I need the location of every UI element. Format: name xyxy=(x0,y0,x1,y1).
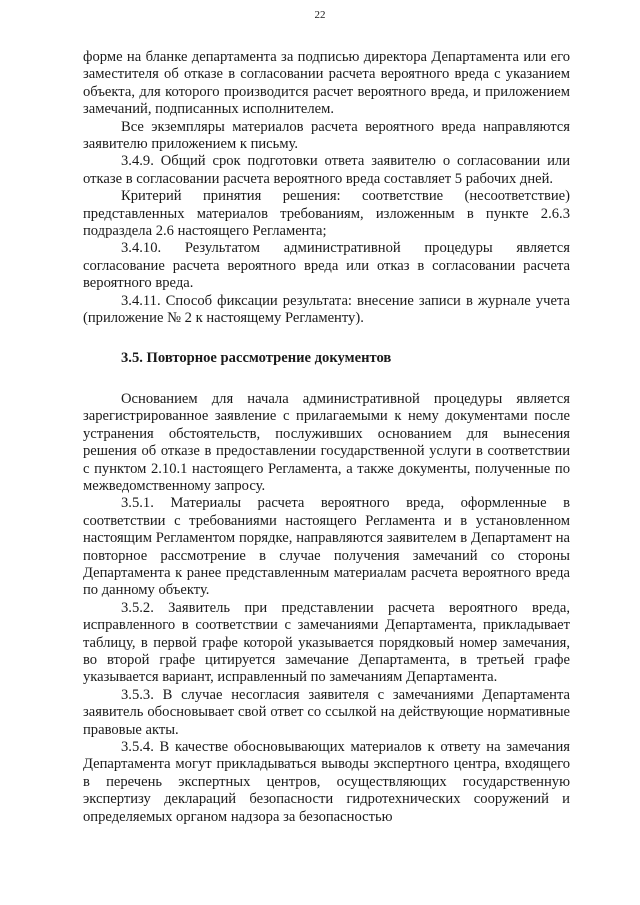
paragraph-3-5-4: 3.5.4. В качестве обосновывающих материалов к ответу на замечания Департамента могут прикладываться выводы экспертного центра, входящего в перечень экспертных центров, осуществляющих государственную экспертизу деклараций безопасности гидротехнических сооружений и определяемых органом надзора за безопасностью xyxy=(83,739,570,825)
paragraph-basis: Основанием для начала административной процедуры является зарегистрированное заявление с прилагаемыми к нему документами после устранения обстоятельств, послуживших основанием для вынесения решения об отказе в предоставлении государственной услуги в соответствии с пунктом 2.10.1 настоящего Регламента, а также документы, полученные по межведомственному запросу. xyxy=(83,390,570,494)
paragraph-copies: Все экземпляры материалов расчета вероятного вреда направляются заявителю приложением к письму. xyxy=(83,118,570,153)
paragraph-3-4-11: 3.4.11. Способ фиксации результата: внесение записи в журнале учета (приложение № 2 к настоящему Регламенту). xyxy=(83,292,570,327)
paragraph-3-4-9: 3.4.9. Общий срок подготовки ответа заявителю о согласовании или отказе в согласовании расчета вероятного вреда составляет 5 рабочих дней. xyxy=(83,153,570,187)
paragraph-continuation: форме на бланке департамента за подписью директора Департамента или его заместителя об отказе в согласовании расчета вероятного вреда с указанием объекта, для которого производится расчет вероятного вреда, и приложением замечаний, подписанных исполнителем. xyxy=(83,49,570,118)
section-heading: 3.5. Повторное рассмотрение документов xyxy=(121,349,392,366)
paragraph-3-5-3: 3.5.3. В случае несогласия заявителя с замечаниями Департамента заявитель обосновывает свой ответ со ссылкой на действующие нормативные правовые акты. xyxy=(83,686,570,738)
document-body xyxy=(83,49,570,826)
page-number: 22 xyxy=(314,9,326,21)
paragraph-group-bottom xyxy=(83,391,570,826)
paragraph-3-5-1: 3.5.1. Материалы расчета вероятного вреда, оформленные в соответствии с требованиями настоящего Регламента и в установленном настоящим Регламентом порядке, направляются заявителем в Департамент на повторное рассмотрение в случае получения замечаний со стороны Департамента к ранее представленным материалам расчета вероятного вреда по данному объекту. xyxy=(83,495,570,599)
paragraph-3-5-2: 3.5.2. Заявитель при представлении расчета вероятного вреда, исправленного в соответствии с замечаниями Департамента, прикладывает таблицу, в первой графе которой указывается порядковый номер замечания, во второй графе цитируется замечание Департамента, в третьей графе указывается вариант, исправленный по замечаниям Департамента. xyxy=(83,599,570,686)
paragraph-3-4-10: 3.4.10. Результатом административной процедуры является согласование расчета вероятного вреда или отказ в согласовании расчета вероятного вреда. xyxy=(83,240,570,292)
paragraph-criterion: Критерий принятия решения: соответствие (несоответствие) представленных материалов требованиям, изложенным в пункте 2.6.3 подраздела 2.6 настоящего Регламента; xyxy=(83,188,570,240)
paragraph-group-top xyxy=(83,49,570,328)
